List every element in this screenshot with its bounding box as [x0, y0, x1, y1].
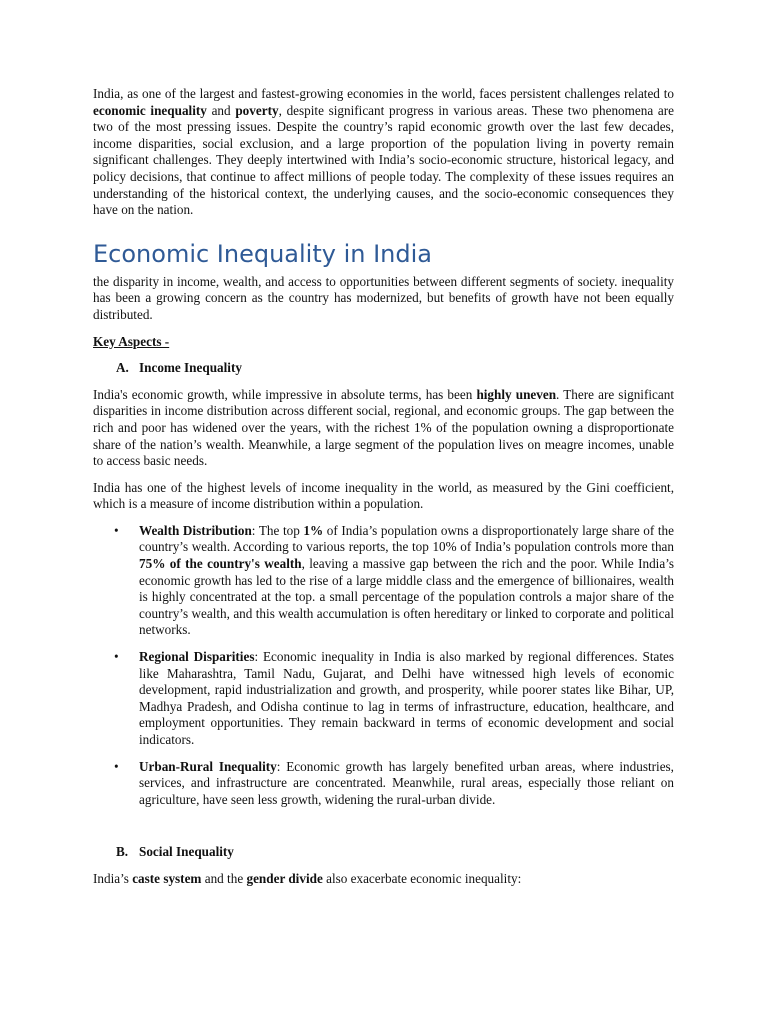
bold-caste-system: caste system	[132, 870, 202, 886]
bold-economic-inequality: economic inequality	[93, 102, 207, 118]
income-paragraph-1: India's economic growth, while impressive in absolute terms, has been highly uneven. There are significant disparities in income distribution across different social, regional, and economic groups. The gap between the rich and poor has widened over the years, with the richest 1% of the population owning a disproportionate share of the nation’s wealth. Meanwhile, a large segment of the population lives on meagre incomes, unable to access basic needs.	[93, 386, 674, 469]
bold-gender-divide: gender divide	[246, 870, 323, 886]
list-item-text: Urban-Rural Inequality: Economic growth has largely benefited urban areas, where industries, services, and infrastructure are concentrated. Meanwhile, rural areas, especially those reliant on agriculture, have seen less growth, widening the rural-urban divide.	[139, 758, 674, 807]
subheading-title: Social Inequality	[139, 844, 234, 860]
list-item-regional-disparities	[93, 649, 674, 749]
subheading-letter: A.	[116, 360, 129, 376]
bullet-label: Urban-Rural Inequality	[139, 758, 277, 774]
list-item-urban-rural-inequality	[93, 759, 674, 809]
bullet-marker: •	[114, 522, 119, 538]
bold-highly-uneven: highly uneven	[476, 386, 557, 402]
intro-paragraph: India, as one of the largest and fastest-growing economies in the world, faces persistent challenges related to economic inequality and poverty, despite significant progress in various areas. These two phenomena are two of the most pressing issues. Despite the country’s rapid economic growth over the last few decades, income disparities, social exclusion, and a large proportion of the population living in poverty remain significant challenges. They deeply intertwined with India’s socio-economic structure, historical legacy, and policy decisions, that continue to affect millions of people today. The complexity of these issues requires an understanding of the historical context, the underlying causes, and the socio-economic consequences they have on the nation.	[93, 86, 675, 218]
subheading-letter: B.	[116, 844, 129, 860]
income-paragraph-2: India has one of the highest levels of income inequality in the world, as measured by the Gini coefficient, which is a measure of income distribution within a population.	[93, 479, 674, 512]
key-aspects-label: Key Aspects -	[93, 333, 170, 349]
social-paragraph: India’s caste system and the gender divide also exacerbate economic inequality:	[93, 870, 522, 886]
subheading-income-inequality	[116, 360, 674, 377]
bold-poverty: poverty	[235, 102, 279, 118]
bullet-list	[93, 523, 674, 809]
list-item-wealth-distribution	[93, 523, 674, 639]
bullet-marker: •	[114, 758, 119, 774]
bullet-marker: •	[114, 649, 119, 665]
definition-paragraph: the disparity in income, wealth, and access to opportunities between different segments of society. inequality has been a growing concern as the country has modernized, but benefits of growth have not been equally distributed.	[93, 273, 674, 322]
list-item-text: Regional Disparities: Economic inequality in India is also marked by regional differences. States like Maharashtra, Tamil Nadu, Gujarat, and Delhi have witnessed high levels of economic development, rapid industrialization and growth, and prosperity, while poorer states like Bihar, UP, Madhya Pradesh, and Odisha continue to lag in terms of infrastructure, education, healthcare, and employment opportunities. They remain backward in terms of economic development and social indicators.	[139, 649, 674, 747]
subheading-social-inequality	[116, 844, 674, 861]
list-item-text: Wealth Distribution: The top 1% of India’s population owns a disproportionately large share of the country’s wealth. According to various reports, the top 10% of India’s population controls more than 75% of the country's wealth, leaving a massive gap between the rich and the poor. While India’s economic growth has led to the rise of a large middle class and the emergence of billionaires, wealth is highly concentrated at the top. a small percentage of the population controls a major share of the country’s wealth, and this wealth accumulation is often hereditary or linked to corporate and political networks.	[139, 522, 674, 638]
section-heading: Economic Inequality in India	[93, 239, 432, 268]
subheading-title: Income Inequality	[139, 360, 242, 376]
spacer	[93, 818, 674, 844]
bullet-label: Wealth Distribution	[139, 522, 252, 538]
bullet-label: Regional Disparities	[139, 649, 255, 665]
